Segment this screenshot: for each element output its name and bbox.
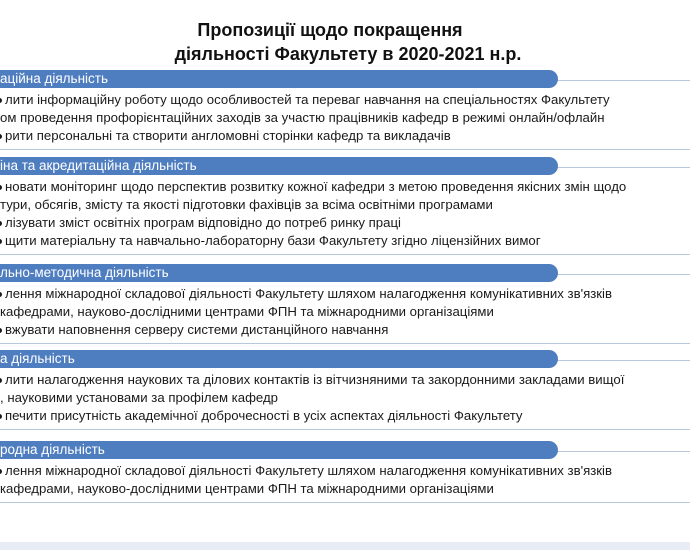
bullet-icon [0,414,2,419]
section-header: а діяльність [0,350,558,368]
bullet-icon [0,292,2,297]
list-item: рити персональні та створити англомовні сторінки кафедр та викладачів [0,127,690,145]
list-item: вжувати наповнення серверу системи дистанційного навчання [0,321,690,339]
bullet-icon [0,98,2,103]
section-info-activity [0,70,690,150]
list-item: новати моніторинг щодо перспектив розвитку кожної кафедри з метою проведення якісних змін щодо [0,178,690,196]
list-item-continuation: кафедрами, науково-дослідними центрами ФПН та міжнародними організаціями [0,304,494,319]
section-header: льно-методична діяльність [0,264,558,282]
list-item: печити присутність академічної доброчесності в усіх аспектах діяльності Факультету [0,407,690,425]
section-international-activity [0,441,690,503]
section-body [0,167,690,255]
section-body [0,80,690,150]
list-item-continuation: , науковими установами за профілем кафедр [0,390,278,405]
list-item: лення міжнародної складової діяльності Факультету шляхом налагодження комунікативних зв'язків [0,285,690,303]
list-item-continuation: ом проведення профорієнтаційних заходів за участю працівників кафедр в режимі онлайн/офлайн [0,110,605,125]
bullet-icon [0,239,2,244]
bullet-icon [0,378,2,383]
list-item: лізувати зміст освітніх програм відповідно до потреб ринку праці [0,214,690,232]
footer-bar [0,542,690,550]
list-item: лити налагодження наукових та ділових контактів із вітчизняними та закордонними закладами вищої [0,371,690,389]
title-line-1: Пропозиції щодо покращення [197,20,463,40]
page-title [0,18,690,66]
list-item: лення міжнародної складової діяльності Факультету шляхом налагодження комунікативних зв'язків [0,462,690,480]
section-science-activity [0,350,690,430]
section-header: аційна діяльність [0,70,558,88]
bullet-icon [0,469,2,474]
list-item-continuation: кафедрами, науково-дослідними центрами ФПН та міжнародними організаціями [0,481,494,496]
bullet-icon [0,185,2,190]
bullet-icon [0,328,2,333]
section-methodical-activity [0,264,690,344]
section-body [0,274,690,344]
section-header: іна та акредитаційна діяльність [0,157,558,175]
section-accreditation-activity [0,157,690,255]
title-line-2: діяльності Факультету в 2020-2021 н.р. [174,44,522,64]
list-item: щити матеріальну та навчально-лабораторну бази Факультету згідно ліцензійних вимог [0,232,690,250]
section-header: родна діяльність [0,441,558,459]
list-item: лити інформаційну роботу щодо особливостей та переваг навчання на спеціальностях Факультету [0,91,690,109]
bullet-icon [0,221,2,226]
bullet-icon [0,134,2,139]
section-body [0,360,690,430]
list-item-continuation: тури, обсягів, змісту та якості підготовки фахівців за всіма освітніми програмами [0,197,493,212]
